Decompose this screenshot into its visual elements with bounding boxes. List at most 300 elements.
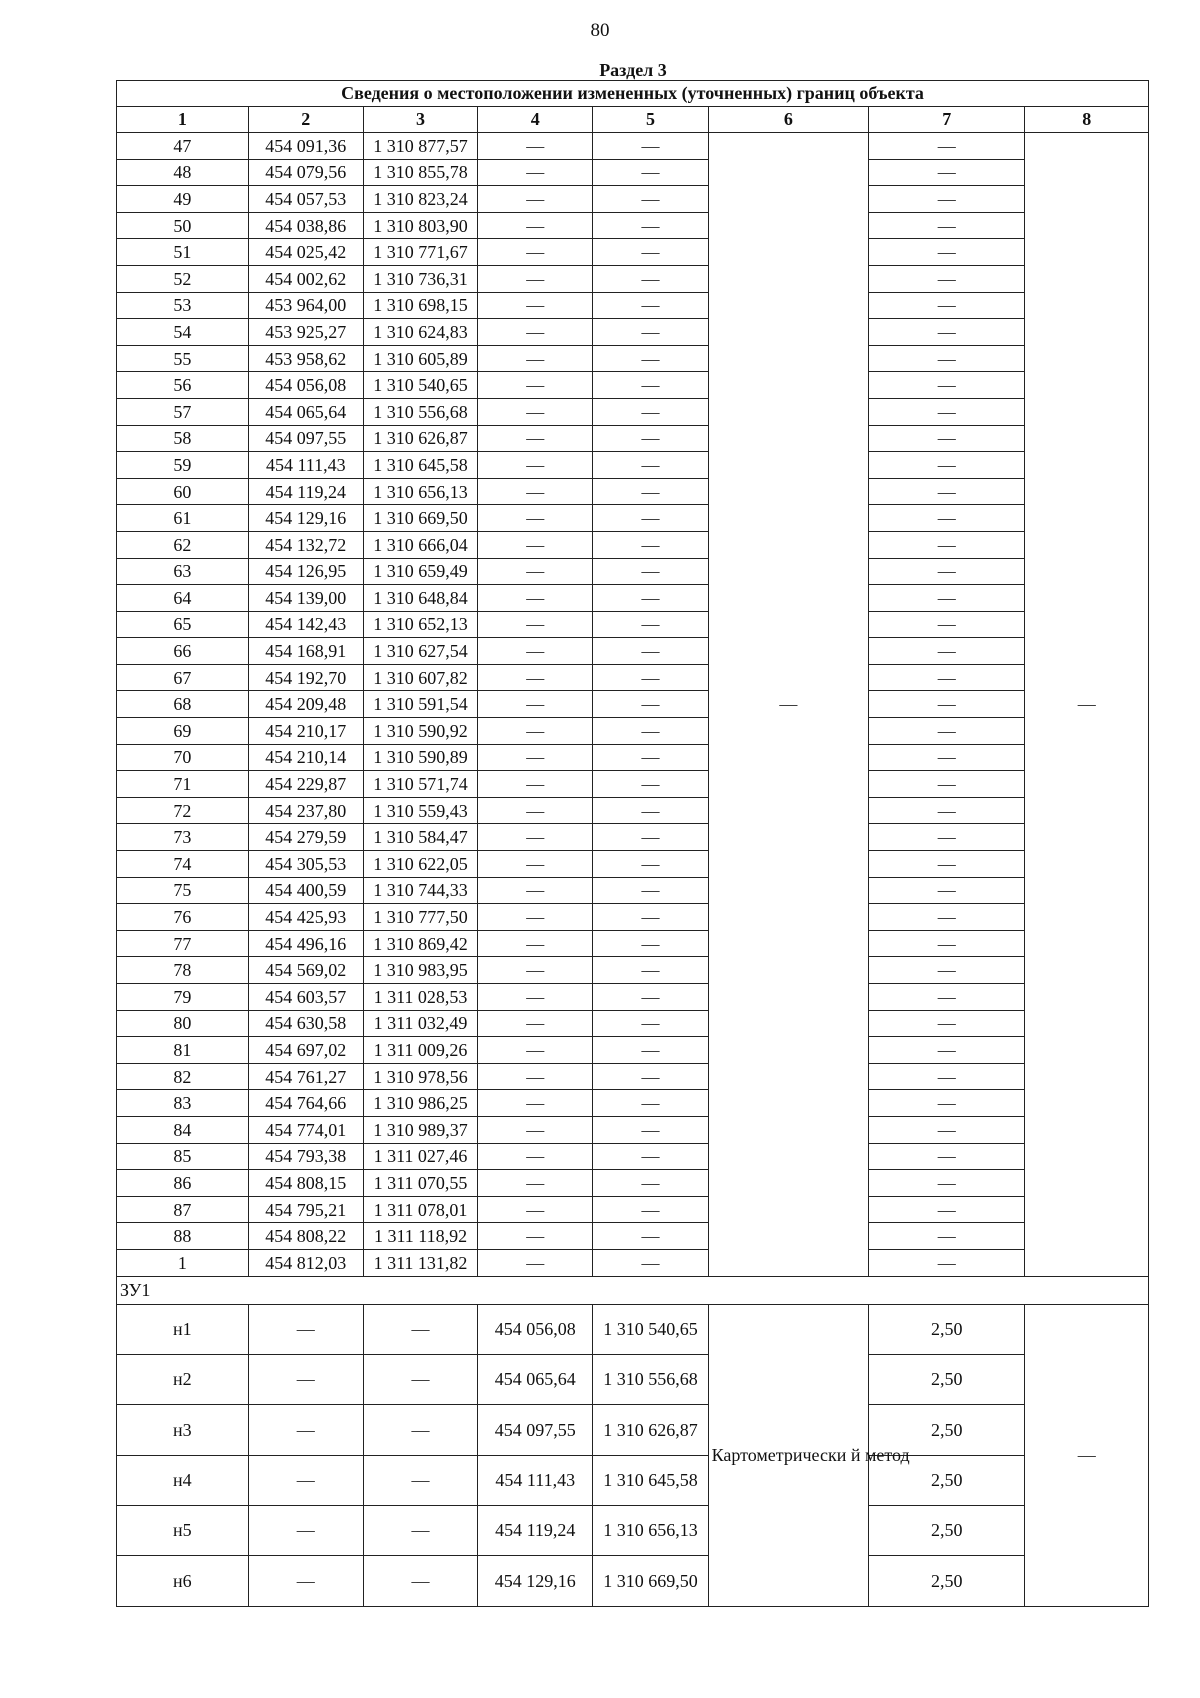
coord-x-new: — (478, 478, 593, 505)
coord-y-new: — (593, 319, 708, 346)
description-cell: — (1025, 133, 1149, 1277)
coord-y-new: — (593, 345, 708, 372)
accuracy-cell: — (869, 1010, 1025, 1037)
coord-x-new: — (478, 398, 593, 425)
table-row (117, 1063, 1149, 1090)
coord-x-new: 454 111,43 (478, 1455, 593, 1505)
boundary-table (116, 80, 1149, 1607)
coord-y-new: — (593, 585, 708, 612)
coord-x-new: — (478, 505, 593, 532)
accuracy-cell: — (869, 1170, 1025, 1197)
table-row (117, 345, 1149, 372)
coord-y-existing: 1 310 666,04 (363, 531, 477, 558)
coord-y-existing: 1 310 559,43 (363, 797, 477, 824)
coord-x-new: — (478, 1010, 593, 1037)
coord-y-existing: 1 310 590,89 (363, 744, 477, 771)
coord-x-new: — (478, 1170, 593, 1197)
coord-x-existing: 454 065,64 (248, 398, 363, 425)
coord-x-new: — (478, 851, 593, 878)
coord-x-new: 454 119,24 (478, 1506, 593, 1556)
coord-x-new: — (478, 265, 593, 292)
coord-y-existing: 1 310 736,31 (363, 265, 477, 292)
point-number: 55 (117, 345, 249, 372)
accuracy-cell: — (869, 478, 1025, 505)
point-number: 76 (117, 904, 249, 931)
accuracy-cell: — (869, 1143, 1025, 1170)
coord-x-new: — (478, 239, 593, 266)
accuracy-cell: — (869, 984, 1025, 1011)
table-row (117, 372, 1149, 399)
table-row (117, 1354, 1149, 1404)
coord-x-existing: 454 056,08 (248, 372, 363, 399)
coord-y-new: — (593, 1223, 708, 1250)
point-number: 73 (117, 824, 249, 851)
coord-y-existing: 1 311 070,55 (363, 1170, 477, 1197)
table-row (117, 159, 1149, 186)
coord-y-existing: 1 310 659,49 (363, 558, 477, 585)
coord-x-existing: 454 111,43 (248, 452, 363, 479)
table-row (117, 133, 1149, 160)
coord-x-existing: 454 808,22 (248, 1223, 363, 1250)
accuracy-cell: — (869, 877, 1025, 904)
coord-x-existing: 454 209,48 (248, 691, 363, 718)
accuracy-cell: — (869, 638, 1025, 665)
point-number: 70 (117, 744, 249, 771)
coord-x-existing: 454 305,53 (248, 851, 363, 878)
coord-y-existing: 1 310 627,54 (363, 638, 477, 665)
coord-y-new: — (593, 611, 708, 638)
description-cell: — (1025, 1304, 1149, 1606)
table-row (117, 1116, 1149, 1143)
table-row (117, 1455, 1149, 1505)
coord-y-existing: 1 310 540,65 (363, 372, 477, 399)
table-row (117, 398, 1149, 425)
coord-x-new: — (478, 877, 593, 904)
coord-y-new: — (593, 372, 708, 399)
coord-y-new: — (593, 239, 708, 266)
coord-y-new: — (593, 797, 708, 824)
point-number: 54 (117, 319, 249, 346)
coord-y-new: — (593, 851, 708, 878)
coord-x-new: — (478, 797, 593, 824)
accuracy-cell: — (869, 585, 1025, 612)
coord-x-new: — (478, 372, 593, 399)
table-row (117, 1223, 1149, 1250)
point-number: 72 (117, 797, 249, 824)
point-number: 56 (117, 372, 249, 399)
accuracy-cell: — (869, 824, 1025, 851)
coord-x-existing: 454 210,14 (248, 744, 363, 771)
coord-y-existing: — (363, 1405, 477, 1455)
coord-y-new: — (593, 984, 708, 1011)
table-body (117, 81, 1149, 1607)
coord-y-existing: — (363, 1455, 477, 1505)
coord-x-new: — (478, 133, 593, 160)
coord-y-existing: 1 310 624,83 (363, 319, 477, 346)
table-caption-row (117, 81, 1149, 107)
accuracy-cell: — (869, 372, 1025, 399)
coord-x-new: — (478, 558, 593, 585)
table-row (117, 558, 1149, 585)
table-row (117, 957, 1149, 984)
table-row (117, 265, 1149, 292)
accuracy-cell: — (869, 691, 1025, 718)
accuracy-cell: — (869, 186, 1025, 213)
accuracy-cell: — (869, 851, 1025, 878)
point-number: н1 (117, 1304, 249, 1354)
table-row (117, 638, 1149, 665)
coord-y-new: — (593, 1063, 708, 1090)
accuracy-cell: — (869, 212, 1025, 239)
coord-y-new: — (593, 478, 708, 505)
coord-y-existing: 1 310 622,05 (363, 851, 477, 878)
point-number: 65 (117, 611, 249, 638)
coord-y-existing: 1 311 131,82 (363, 1249, 477, 1276)
accuracy-cell: — (869, 611, 1025, 638)
coord-x-new: — (478, 904, 593, 931)
column-header: 2 (248, 107, 363, 133)
coord-x-new: — (478, 531, 593, 558)
coord-y-existing: 1 310 590,92 (363, 718, 477, 745)
table-caption: Сведения о местоположении измененных (уточненных) границ объекта (117, 81, 1149, 107)
coord-x-new: — (478, 292, 593, 319)
coord-x-existing: 454 229,87 (248, 771, 363, 798)
coord-x-existing: 454 038,86 (248, 212, 363, 239)
coord-x-new: 454 056,08 (478, 1304, 593, 1354)
accuracy-cell: — (869, 345, 1025, 372)
coord-x-new: — (478, 744, 593, 771)
coord-x-existing: 454 630,58 (248, 1010, 363, 1037)
point-number: 62 (117, 531, 249, 558)
table-row (117, 824, 1149, 851)
group-row (117, 1276, 1149, 1304)
table-row (117, 691, 1149, 718)
coord-y-existing: 1 310 744,33 (363, 877, 477, 904)
accuracy-cell: — (869, 664, 1025, 691)
point-number: 88 (117, 1223, 249, 1250)
coord-x-existing: 454 793,38 (248, 1143, 363, 1170)
table-row (117, 930, 1149, 957)
coord-y-new: — (593, 691, 708, 718)
point-number: 79 (117, 984, 249, 1011)
coord-x-new: — (478, 212, 593, 239)
point-number: 78 (117, 957, 249, 984)
coord-y-new: 1 310 645,58 (593, 1455, 708, 1505)
accuracy-cell: — (869, 957, 1025, 984)
column-header: 1 (117, 107, 249, 133)
point-number: 57 (117, 398, 249, 425)
coord-x-existing: — (248, 1455, 363, 1505)
accuracy-cell: — (869, 265, 1025, 292)
accuracy-cell: — (869, 531, 1025, 558)
coord-y-existing: — (363, 1304, 477, 1354)
coord-x-existing: 454 795,21 (248, 1196, 363, 1223)
accuracy-cell: 2,50 (869, 1556, 1025, 1606)
table-row (117, 1090, 1149, 1117)
coord-y-new: — (593, 452, 708, 479)
coord-x-existing: 454 142,43 (248, 611, 363, 638)
point-number: 61 (117, 505, 249, 532)
coord-x-existing: — (248, 1304, 363, 1354)
coord-y-new: — (593, 292, 708, 319)
coord-y-existing: 1 310 986,25 (363, 1090, 477, 1117)
coord-x-new: — (478, 425, 593, 452)
coord-x-existing: 454 210,17 (248, 718, 363, 745)
coord-y-new: 1 310 626,87 (593, 1405, 708, 1455)
table-row (117, 771, 1149, 798)
coord-y-existing: 1 310 869,42 (363, 930, 477, 957)
coord-y-existing: — (363, 1506, 477, 1556)
point-number: 50 (117, 212, 249, 239)
point-number: 84 (117, 1116, 249, 1143)
coord-y-new: — (593, 159, 708, 186)
accuracy-cell: — (869, 1116, 1025, 1143)
point-number: 49 (117, 186, 249, 213)
table-row (117, 505, 1149, 532)
point-number: 68 (117, 691, 249, 718)
coord-y-new: — (593, 1249, 708, 1276)
point-number: 63 (117, 558, 249, 585)
point-number: н4 (117, 1455, 249, 1505)
coord-x-existing: 454 057,53 (248, 186, 363, 213)
coord-x-existing: 454 192,70 (248, 664, 363, 691)
coord-y-new: — (593, 718, 708, 745)
coord-x-new: — (478, 585, 593, 612)
coord-y-existing: 1 311 118,92 (363, 1223, 477, 1250)
accuracy-cell: — (869, 1249, 1025, 1276)
point-number: 69 (117, 718, 249, 745)
point-number: н2 (117, 1354, 249, 1404)
coord-y-new: — (593, 664, 708, 691)
coord-x-existing: 454 697,02 (248, 1037, 363, 1064)
coord-x-existing: 454 774,01 (248, 1116, 363, 1143)
coord-y-new: 1 310 556,68 (593, 1354, 708, 1404)
coord-y-existing: 1 310 571,74 (363, 771, 477, 798)
point-number: 87 (117, 1196, 249, 1223)
accuracy-cell: 2,50 (869, 1405, 1025, 1455)
coord-y-new: — (593, 186, 708, 213)
coord-y-new: — (593, 133, 708, 160)
coord-x-new: — (478, 1143, 593, 1170)
group-label: ЗУ1 (117, 1276, 1149, 1304)
accuracy-cell: — (869, 1090, 1025, 1117)
accuracy-cell: — (869, 744, 1025, 771)
point-number: 47 (117, 133, 249, 160)
accuracy-cell: — (869, 452, 1025, 479)
table-row (117, 212, 1149, 239)
coord-y-new: — (593, 265, 708, 292)
accuracy-cell: — (869, 1223, 1025, 1250)
accuracy-cell: — (869, 398, 1025, 425)
accuracy-cell: — (869, 1063, 1025, 1090)
coord-x-existing: 454 126,95 (248, 558, 363, 585)
table-row (117, 744, 1149, 771)
column-header: 3 (363, 107, 477, 133)
coord-y-existing: 1 310 698,15 (363, 292, 477, 319)
coord-x-new: 454 097,55 (478, 1405, 593, 1455)
point-number: 48 (117, 159, 249, 186)
coord-x-existing: 454 764,66 (248, 1090, 363, 1117)
coord-y-existing: 1 310 584,47 (363, 824, 477, 851)
coord-y-new: — (593, 771, 708, 798)
coord-x-existing: 454 132,72 (248, 531, 363, 558)
point-number: 80 (117, 1010, 249, 1037)
coord-y-new: — (593, 1090, 708, 1117)
coord-y-new: 1 310 669,50 (593, 1556, 708, 1606)
coord-y-existing: 1 310 771,67 (363, 239, 477, 266)
coord-x-new: — (478, 1063, 593, 1090)
coord-x-new: — (478, 159, 593, 186)
point-number: 66 (117, 638, 249, 665)
table-row (117, 186, 1149, 213)
coord-x-new: — (478, 638, 593, 665)
coord-y-new: — (593, 1010, 708, 1037)
point-number: 83 (117, 1090, 249, 1117)
accuracy-cell: — (869, 292, 1025, 319)
coord-x-existing: — (248, 1556, 363, 1606)
coord-y-new: — (593, 638, 708, 665)
coord-y-existing: 1 310 803,90 (363, 212, 477, 239)
coord-x-existing: 454 168,91 (248, 638, 363, 665)
coord-y-new: — (593, 930, 708, 957)
coord-y-existing: 1 310 656,13 (363, 478, 477, 505)
table-row (117, 718, 1149, 745)
coord-x-existing: 453 925,27 (248, 319, 363, 346)
coord-x-existing: 454 079,56 (248, 159, 363, 186)
point-number: 52 (117, 265, 249, 292)
accuracy-cell: — (869, 1196, 1025, 1223)
table-row (117, 1556, 1149, 1606)
coord-x-existing: 454 119,24 (248, 478, 363, 505)
column-header: 5 (593, 107, 708, 133)
column-header: 4 (478, 107, 593, 133)
table-header-row (117, 107, 1149, 133)
point-number: 71 (117, 771, 249, 798)
coord-x-new: — (478, 824, 593, 851)
method-cell: Картометрически й метод (708, 1304, 869, 1606)
coord-y-existing: 1 310 777,50 (363, 904, 477, 931)
coord-y-existing: 1 310 648,84 (363, 585, 477, 612)
coord-x-existing: — (248, 1506, 363, 1556)
coord-y-new: — (593, 425, 708, 452)
point-number: 82 (117, 1063, 249, 1090)
coord-y-existing: 1 310 607,82 (363, 664, 477, 691)
page-number: 80 (590, 20, 610, 41)
accuracy-cell: 2,50 (869, 1506, 1025, 1556)
table-row (117, 452, 1149, 479)
coord-x-existing: — (248, 1405, 363, 1455)
point-number: н5 (117, 1506, 249, 1556)
accuracy-cell: — (869, 930, 1025, 957)
coord-x-existing: 454 569,02 (248, 957, 363, 984)
coord-y-new: — (593, 877, 708, 904)
coord-x-new: — (478, 1090, 593, 1117)
accuracy-cell: — (869, 718, 1025, 745)
coord-y-existing: 1 310 652,13 (363, 611, 477, 638)
coord-x-existing: — (248, 1354, 363, 1404)
coord-x-existing: 454 761,27 (248, 1063, 363, 1090)
accuracy-cell: — (869, 425, 1025, 452)
coord-x-new: — (478, 1116, 593, 1143)
coord-y-existing: 1 311 032,49 (363, 1010, 477, 1037)
coord-x-existing: 454 603,57 (248, 984, 363, 1011)
coord-y-existing: 1 310 645,58 (363, 452, 477, 479)
table-row (117, 1506, 1149, 1556)
coord-y-existing: 1 310 591,54 (363, 691, 477, 718)
point-number: 77 (117, 930, 249, 957)
coord-x-existing: 454 025,42 (248, 239, 363, 266)
coord-y-new: — (593, 1116, 708, 1143)
coord-x-new: — (478, 611, 593, 638)
table-row (117, 239, 1149, 266)
column-header: 6 (708, 107, 869, 133)
point-number: н3 (117, 1405, 249, 1455)
table-row (117, 904, 1149, 931)
coord-y-existing: 1 310 989,37 (363, 1116, 477, 1143)
table-row (117, 664, 1149, 691)
accuracy-cell: — (869, 133, 1025, 160)
coord-x-existing: 454 139,00 (248, 585, 363, 612)
coord-y-new: — (593, 398, 708, 425)
table-row (117, 1304, 1149, 1354)
point-number: 74 (117, 851, 249, 878)
accuracy-cell: — (869, 319, 1025, 346)
coord-x-existing: 453 964,00 (248, 292, 363, 319)
coord-x-existing: 454 237,80 (248, 797, 363, 824)
coord-y-new: — (593, 1143, 708, 1170)
accuracy-cell: — (869, 771, 1025, 798)
coord-y-new: — (593, 824, 708, 851)
point-number: 86 (117, 1170, 249, 1197)
coord-y-existing: 1 310 877,57 (363, 133, 477, 160)
accuracy-cell: — (869, 239, 1025, 266)
table-row (117, 1405, 1149, 1455)
table-row (117, 478, 1149, 505)
coord-y-existing: 1 310 556,68 (363, 398, 477, 425)
table-row (117, 585, 1149, 612)
coord-x-new: — (478, 957, 593, 984)
point-number: 1 (117, 1249, 249, 1276)
accuracy-cell: 2,50 (869, 1304, 1025, 1354)
coord-y-existing: — (363, 1556, 477, 1606)
point-number: 67 (117, 664, 249, 691)
coord-x-existing: 454 091,36 (248, 133, 363, 160)
coord-y-new: 1 310 540,65 (593, 1304, 708, 1354)
coord-x-new: — (478, 345, 593, 372)
coord-y-existing: 1 310 626,87 (363, 425, 477, 452)
coord-x-new: 454 065,64 (478, 1354, 593, 1404)
coord-y-existing: 1 311 028,53 (363, 984, 477, 1011)
table-row (117, 319, 1149, 346)
coord-x-new: — (478, 1196, 593, 1223)
coord-y-new: — (593, 558, 708, 585)
coord-x-new: — (478, 771, 593, 798)
coord-y-existing: 1 311 009,26 (363, 1037, 477, 1064)
accuracy-cell: 2,50 (869, 1455, 1025, 1505)
coord-x-new: — (478, 319, 593, 346)
table-row (117, 1143, 1149, 1170)
coord-y-existing: 1 311 027,46 (363, 1143, 477, 1170)
accuracy-cell: 2,50 (869, 1354, 1025, 1404)
coord-x-new: — (478, 452, 593, 479)
coord-y-new: — (593, 904, 708, 931)
coord-x-new: — (478, 691, 593, 718)
point-number: 75 (117, 877, 249, 904)
coord-x-new: — (478, 186, 593, 213)
column-header: 7 (869, 107, 1025, 133)
column-header: 8 (1025, 107, 1149, 133)
coord-x-existing: 454 400,59 (248, 877, 363, 904)
